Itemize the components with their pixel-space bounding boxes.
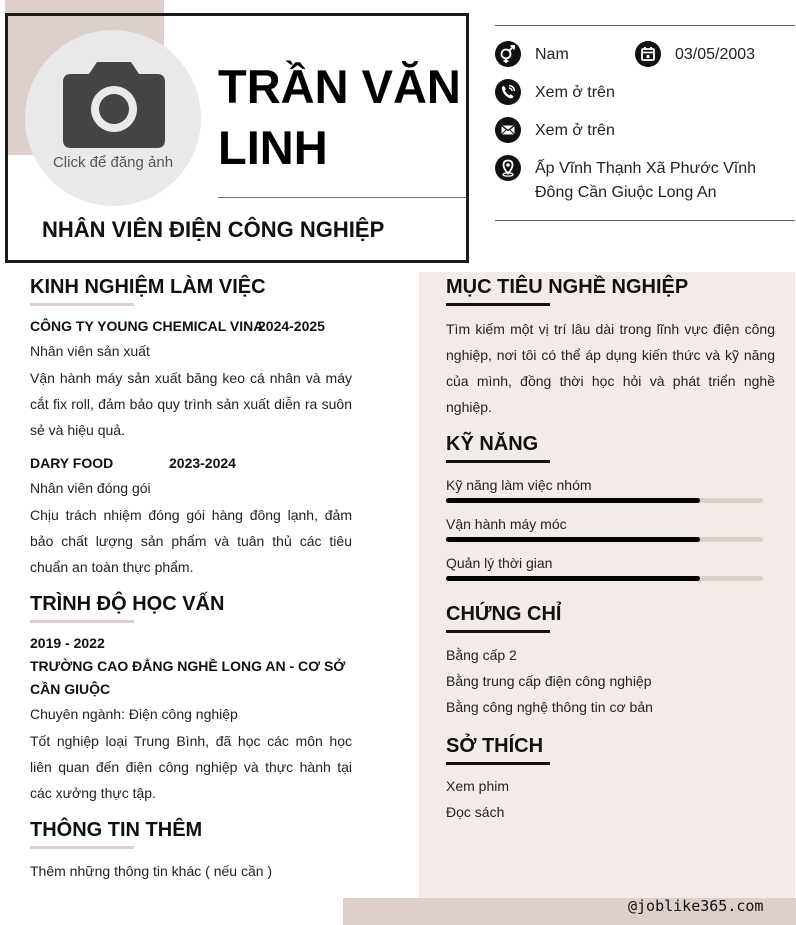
location-icon [495, 155, 521, 181]
hobbies-heading: SỞ THÍCH [446, 735, 544, 757]
skill-bar [446, 576, 763, 581]
skill-name: Vận hành máy móc [446, 516, 567, 532]
experience-period: 2023-2024 [169, 455, 236, 471]
certificate-item: Bằng cấp 2 [446, 647, 517, 663]
certificate-item: Bằng công nghệ thông tin cơ bản [446, 699, 653, 715]
experience-period: 2024-2025 [258, 318, 325, 334]
address-line-2: Đông Cần Giuộc Long An [535, 184, 717, 201]
camera-icon [61, 56, 167, 150]
skill-bar [446, 537, 763, 542]
education-school: TRƯỜNG CAO ĐẲNG NGHỀ LONG AN - CƠ SỞ CẦN GIUỘC [30, 658, 346, 697]
experience-role: Nhân viên đóng gói [30, 480, 151, 496]
experience-heading: KINH NGHIỆM LÀM VIỆC [30, 276, 266, 298]
gender-icon [495, 41, 521, 67]
education-description: Tốt nghiệp loại Trung Bình, đã học các môn học liên quan đến điện công nghiệp và thực hành tại các xưởng thực tập. [30, 733, 352, 801]
heading-underline [30, 846, 134, 849]
skill-name: Kỹ năng làm việc nhóm [446, 477, 592, 493]
skill-name: Quản lý thời gian [446, 555, 553, 571]
watermark: @joblike365.com [628, 897, 764, 915]
certificates-heading: CHỨNG CHỈ [446, 603, 562, 625]
experience-company: DARY FOOD [30, 455, 114, 471]
skill-bar-fill [446, 498, 700, 503]
job-title: NHÂN VIÊN ĐIỆN CÔNG NGHIỆP [42, 217, 385, 242]
experience-description: Vận hành máy sản xuất băng keo cá nhân và máy cắt fix roll, đảm bảo quy trình sản xuất diễn ra suôn sẻ và hiệu quả. [30, 370, 352, 438]
phone-text: Xem ở trên [535, 84, 615, 101]
experience-description: Chịu trách nhiệm đóng gói hàng đông lạnh, đảm bảo chất lượng sản phẩm và tuân thủ các tiêu chuẩn an toàn thực phẩm. [30, 507, 352, 575]
certificate-item: Bằng trung cấp điện công nghiệp [446, 673, 652, 689]
additional-info-heading: THÔNG TIN THÊM [30, 819, 203, 841]
contact-divider-top [495, 25, 795, 26]
contact-divider-bottom [495, 220, 795, 221]
email-icon [495, 117, 521, 143]
candidate-name: TRẦN VĂN LINH [218, 60, 461, 174]
gender-text: Nam [535, 46, 569, 63]
heading-underline [446, 460, 550, 463]
skill-bar-fill [446, 537, 700, 542]
heading-underline [446, 303, 550, 306]
heading-underline [446, 630, 550, 633]
phone-icon [495, 79, 521, 105]
divider [218, 197, 466, 198]
heading-underline [30, 303, 134, 306]
birthdate-text: 03/05/2003 [675, 46, 756, 63]
education-major: Chuyên ngành: Điện công nghiệp [30, 706, 238, 722]
avatar-upload[interactable] [25, 30, 201, 206]
hobby-item: Xem phim [446, 778, 510, 794]
skill-bar [446, 498, 763, 503]
experience-company: CÔNG TY YOUNG CHEMICAL VINA [30, 318, 264, 334]
education-heading: TRÌNH ĐỘ HỌC VẤN [30, 593, 225, 615]
experience-role: Nhân viên sản xuất [30, 343, 150, 359]
email-text: Xem ở trên [535, 122, 615, 139]
objective-heading: MỤC TIÊU NGHỀ NGHIỆP [446, 276, 689, 298]
heading-underline [446, 762, 550, 765]
skills-heading: KỸ NĂNG [446, 433, 539, 455]
photo-caption: Click để đăng ảnh [52, 154, 174, 171]
address-line-1: Ấp Vĩnh Thạnh Xã Phước Vĩnh [535, 160, 757, 177]
hobby-item: Đọc sách [446, 804, 505, 820]
additional-info-text: Thêm những thông tin khác ( nếu cần ) [30, 863, 273, 879]
heading-underline [30, 620, 134, 623]
education-period: 2019 - 2022 [30, 635, 105, 651]
calendar-icon [635, 41, 661, 67]
skill-bar-fill [446, 576, 700, 581]
objective-text: Tìm kiếm một vị trí lâu dài trong lĩnh vực điện công nghiệp, nơi tôi có thể áp dụng kiến thức và kỹ năng của mình, đồng thời học hỏi và phát triển nghề nghiệp. [446, 321, 775, 415]
